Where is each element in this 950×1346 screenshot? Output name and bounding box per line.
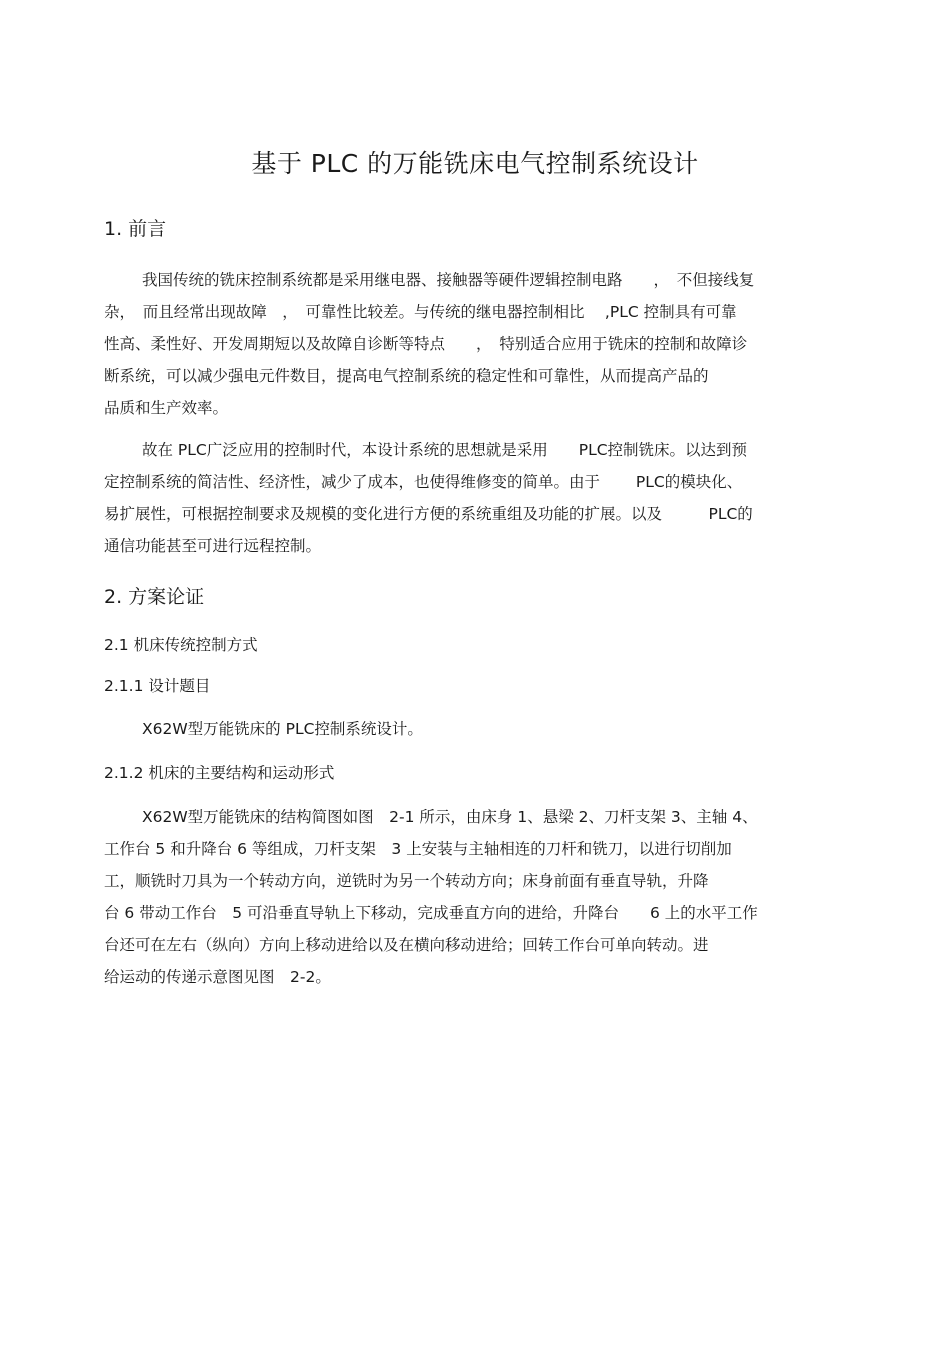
subsection-2-1-2-heading: 2.1.2 机床的主要结构和运动形式	[104, 764, 335, 782]
document-title: 基于 PLC 的万能铣床电气控制系统设计	[251, 149, 699, 178]
subsection-2-1-1-heading: 2.1.1 设计题目	[104, 677, 211, 695]
text-line: 台 6 带动工作台 5 可沿垂直导轨上下移动，完成垂直方向的进给，升降台 6 上的水平工作	[104, 904, 758, 922]
text-line: 工作台 5 和升降台 6 等组成，刀杆支架 3 上安装与主轴相连的刀杆和铣刀，以进行切削加	[104, 840, 732, 858]
text-line: 性高、柔性好、开发周期短以及故障自诊断等特点 ， 特别适合应用于铣床的控制和故障诊	[104, 335, 748, 353]
text-line: X62W型万能铣床的结构简图如图 2-1 所示，由床身 1、悬梁 2、刀杆支架 3、主轴 4、	[142, 808, 758, 826]
text-line: 给运动的传递示意图见图 2-2。	[104, 968, 331, 986]
text-line: 台还可在左右（纵向）方向上移动进给以及在横向移动进给；回转工作台可单向转动。进	[104, 936, 709, 954]
text-line: 通信功能甚至可进行远程控制。	[104, 537, 322, 555]
text-line: 杂， 而且经常出现故障 ， 可靠性比较差。与传统的继电器控制相比 ,PLC 控制具有可靠	[104, 303, 737, 321]
intro-paragraph-2	[104, 434, 854, 562]
design-topic-paragraph	[104, 713, 854, 745]
section-2-heading: 2. 方案论证	[104, 586, 205, 608]
text-line: 故在 PLC广泛应用的控制时代，本设计系统的思想就是采用 PLC控制铣床。以达到预	[142, 441, 748, 459]
text-line: 品质和生产效率。	[104, 399, 229, 417]
structure-paragraph	[104, 801, 854, 993]
section-1-heading: 1. 前言	[104, 218, 167, 240]
text-line: 断系统，可以减少强电元件数目，提高电气控制系统的稳定性和可靠性，从而提高产品的	[104, 367, 709, 385]
text-line: 定控制系统的简洁性、经济性，减少了成本，也使得维修变的简单。由于 PLC的模块化、	[104, 473, 743, 491]
subsection-2-1-heading: 2.1 机床传统控制方式	[104, 636, 258, 654]
text-line: 易扩展性，可根据控制要求及规模的变化进行方便的系统重组及功能的扩展。以及 PLC的	[104, 505, 753, 523]
text-line: X62W型万能铣床的 PLC控制系统设计。	[142, 720, 423, 738]
text-line: 工，顺铣时刀具为一个转动方向，逆铣时为另一个转动方向；床身前面有垂直导轨，升降	[104, 872, 709, 890]
intro-paragraph-1	[104, 264, 854, 424]
text-line: 我国传统的铣床控制系统都是采用继电器、接触器等硬件逻辑控制电路 ， 不但接线复	[142, 271, 755, 289]
